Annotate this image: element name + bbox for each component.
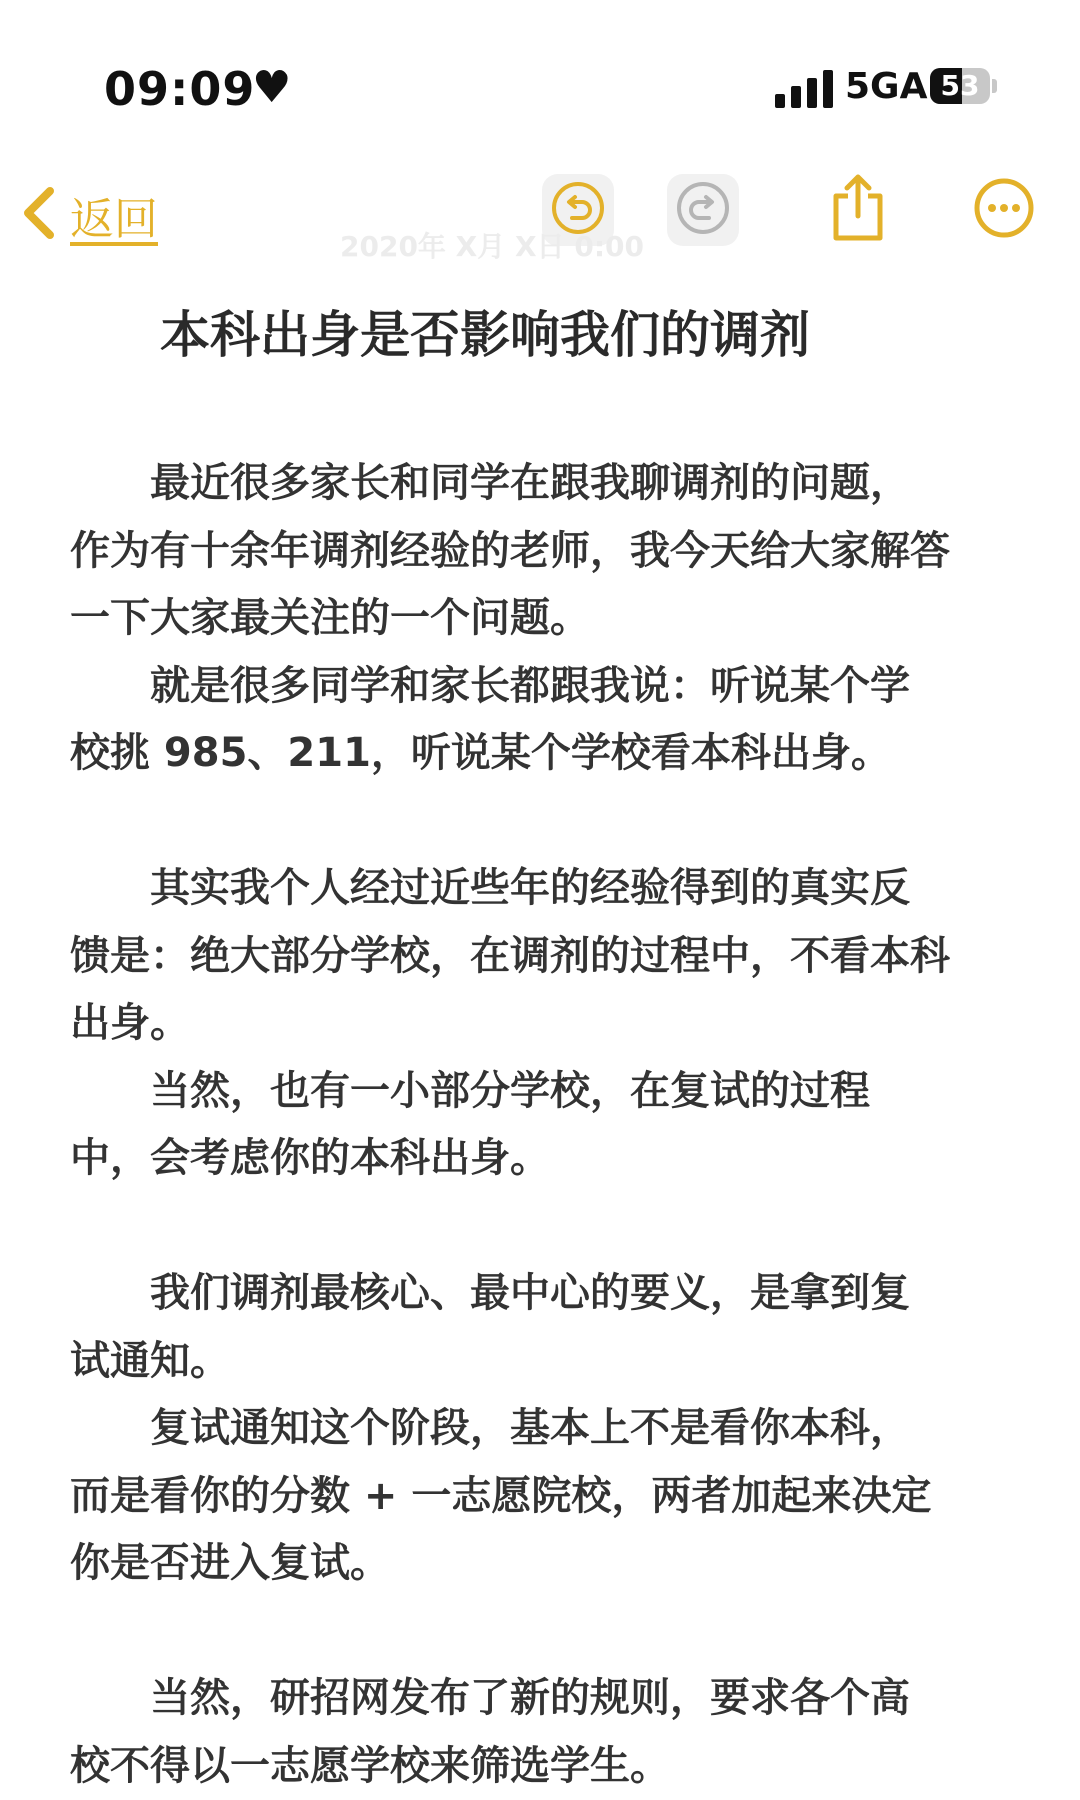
network-type: 5GA	[845, 66, 927, 107]
cellular-signal-icon	[775, 68, 837, 108]
note-line: 就是很多同学和家长都跟我说：听说某个学	[70, 653, 1030, 721]
status-bar	[0, 0, 1080, 150]
more-button[interactable]	[968, 174, 1040, 246]
back-label: 返回	[70, 183, 158, 247]
more-icon	[973, 177, 1035, 243]
note-line: 校挑 985、211，听说某个学校看本科出身。	[70, 720, 1030, 788]
note-line: 你是否进入复试。	[70, 1530, 1030, 1598]
note-line: 馈是：绝大部分学校，在调剂的过程中，不看本科	[70, 923, 1030, 991]
status-time: 09:09	[104, 62, 255, 116]
share-icon	[828, 172, 888, 248]
redo-icon	[675, 180, 731, 240]
note-line: 而是看你的分数 + 一志愿院校，两者加起来决定	[70, 1463, 1030, 1531]
note-body[interactable]	[70, 450, 1030, 1800]
note-title: 本科出身是否影响我们的调剂	[160, 295, 810, 367]
note-line: 一下大家最关注的一个问题。	[70, 585, 1030, 653]
note-line: 中，会考虑你的本科出身。	[70, 1125, 1030, 1193]
blank-line	[70, 1193, 1030, 1261]
blank-line	[70, 1598, 1030, 1666]
note-line: 复试通知这个阶段，基本上不是看你本科，	[70, 1395, 1030, 1463]
note-line: 校不得以一志愿学校来筛选学生。	[70, 1733, 1030, 1800]
blank-line	[70, 788, 1030, 856]
note-line: 最近很多家长和同学在跟我聊调剂的问题，	[70, 450, 1030, 518]
note-line: 我们调剂最核心、最中心的要义，是拿到复	[70, 1260, 1030, 1328]
battery-tip	[992, 79, 997, 93]
note-date: 2020年 X月 X日 0:00	[340, 225, 644, 265]
redo-button[interactable]	[667, 174, 739, 246]
note-line: 其实我个人经过近些年的经验得到的真实反	[70, 855, 1030, 923]
share-button[interactable]	[822, 174, 894, 246]
back-button[interactable]	[20, 180, 158, 250]
note-line: 作为有十余年调剂经验的老师，我今天给大家解答	[70, 518, 1030, 586]
note-line: 当然，研招网发布了新的规则，要求各个高	[70, 1665, 1030, 1733]
battery-percent: 53	[930, 68, 990, 104]
note-line: 当然，也有一小部分学校，在复试的过程	[70, 1058, 1030, 1126]
chevron-left-icon	[20, 186, 56, 244]
note-line: 出身。	[70, 990, 1030, 1058]
note-line: 试通知。	[70, 1328, 1030, 1396]
heart-icon: ♥	[252, 62, 291, 113]
battery-icon	[930, 68, 990, 104]
